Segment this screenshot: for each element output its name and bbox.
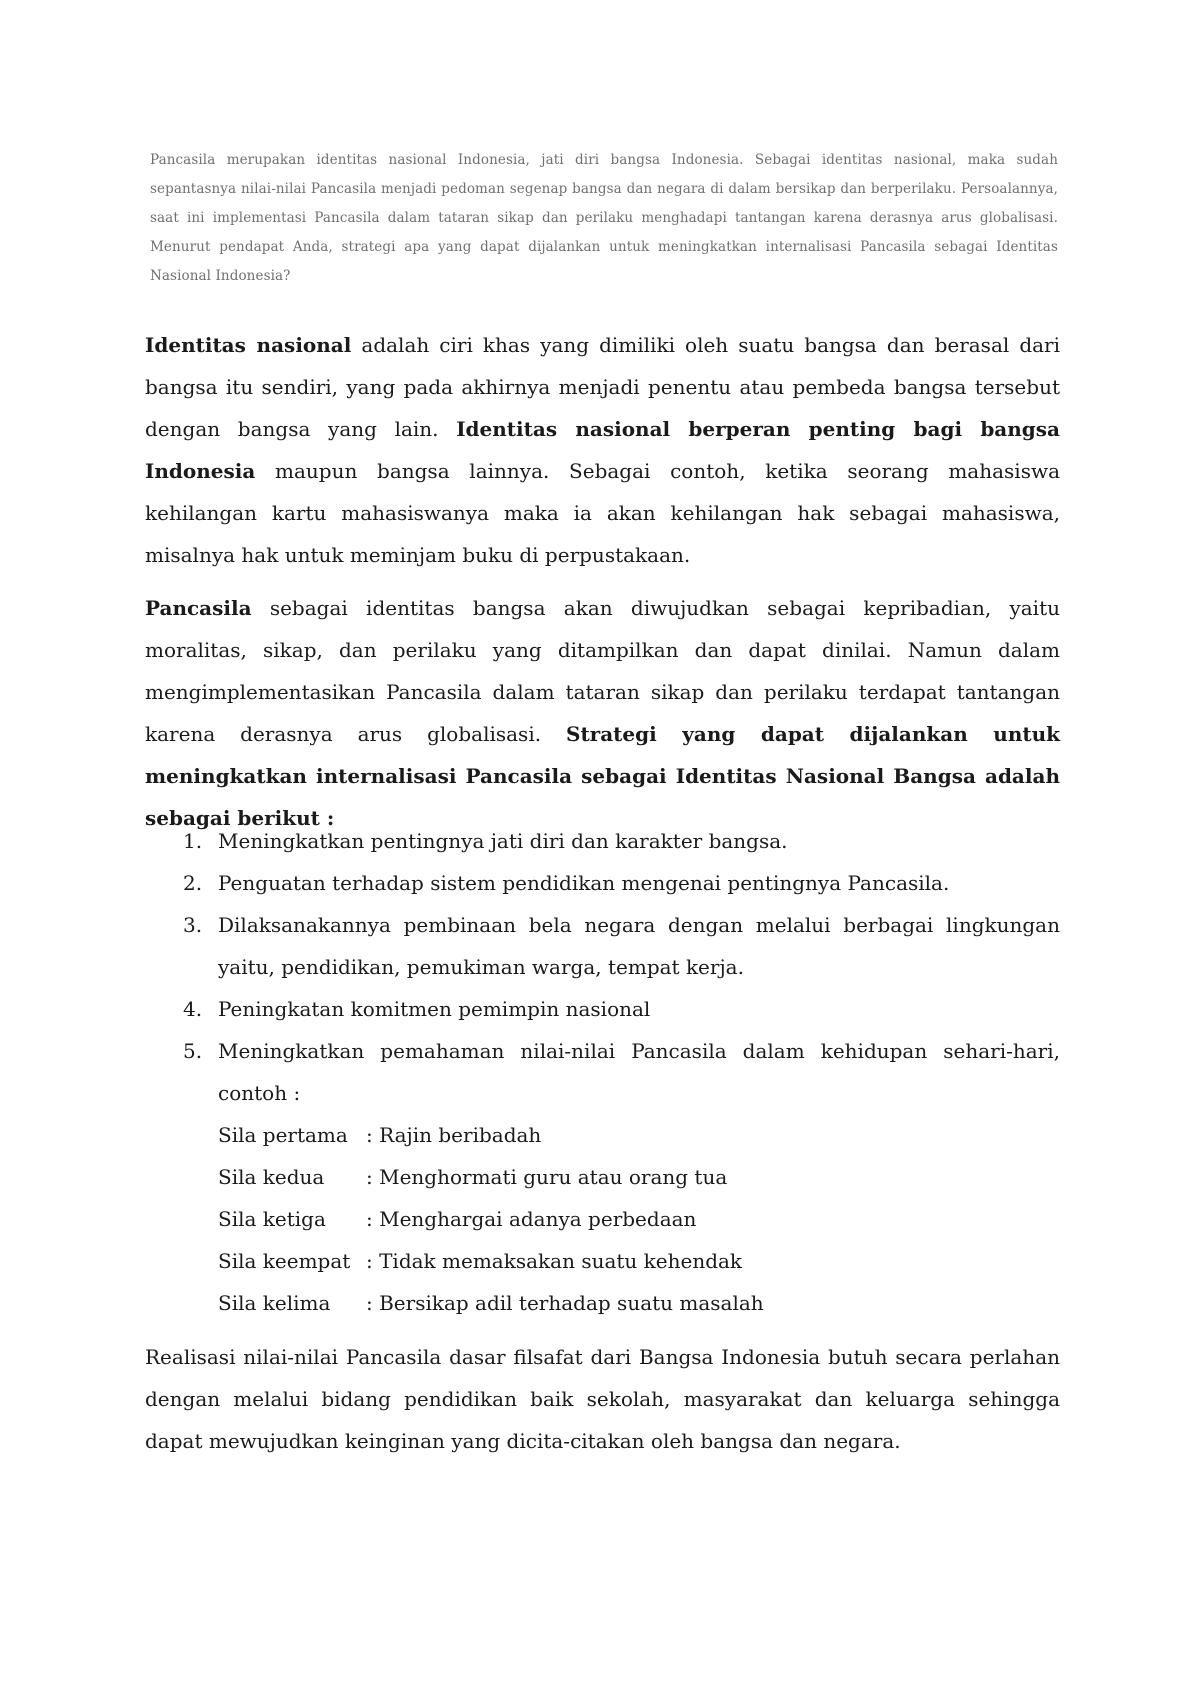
list-number: 4. [183, 997, 203, 1021]
bold-term-pancasila: Pancasila [145, 596, 252, 620]
list-item-text: Meningkatkan pentingnya jati diri dan karakter bangsa. [218, 829, 788, 853]
list-number: 1. [183, 829, 203, 853]
list-item [145, 862, 1060, 904]
sila-name: Sila ketiga [218, 1207, 326, 1231]
sila-row [218, 1114, 1060, 1156]
list-item [145, 1030, 1060, 1324]
list-item [145, 820, 1060, 862]
sila-examples [218, 1114, 1060, 1324]
list-number: 2. [183, 871, 203, 895]
sila-example: : Menghargai adanya perbedaan [366, 1207, 697, 1231]
strategy-list [145, 820, 1060, 1324]
sila-name: Sila keempat [218, 1249, 351, 1273]
list-item [145, 904, 1060, 988]
paragraph-identitas-nasional [145, 324, 1060, 576]
paragraph-pancasila [145, 587, 1060, 839]
question-prompt: Pancasila merupakan identitas nasional Indonesia, jati diri bangsa Indonesia. Sebagai identitas nasional, maka sudah sepantasnya nilai-nilai Pancasila menjadi pedoman segenap bangsa dan negara di dalam bersikap dan berperilaku. Persoalannya, saat ini implementasi Pancasila dalam tataran sikap dan perilaku menghadapi tantangan karena derasnya arus globalisasi. Menurut pendapat Anda, strategi apa yang dapat dijalankan untuk meningkatkan internalisasi Pancasila sebagai Identitas Nasional Indonesia? [150, 152, 1058, 284]
sila-name: Sila kedua [218, 1165, 325, 1189]
sila-example: : Bersikap adil terhadap suatu masalah [366, 1291, 764, 1315]
list-item-text: Meningkatkan pemahaman nilai-nilai Pancasila dalam kehidupan sehari-hari, contoh : [218, 1039, 1060, 1105]
list-number: 5. [183, 1039, 203, 1063]
sila-example: : Rajin beribadah [366, 1123, 542, 1147]
sila-example: : Menghormati guru atau orang tua [366, 1165, 728, 1189]
list-item [145, 988, 1060, 1030]
sila-row [218, 1198, 1060, 1240]
paragraph-text: adalah ciri khas yang dimiliki oleh suatu bangsa dan berasal dari bangsa itu sendiri, yang pada akhirnya menjadi penentu atau pembeda bangsa tersebut dengan bangsa yang lain. [145, 333, 1061, 441]
list-item-text: Dilaksanakannya pembinaan bela negara dengan melalui berbagai lingkungan yaitu, pendidikan, pemukiman warga, tempat kerja. [218, 913, 1060, 979]
sila-name: Sila kelima [218, 1291, 331, 1315]
bold-strategy-intro: Strategi yang dapat dijalankan untuk meningkatkan internalisasi Pancasila sebagai Identitas Nasional Bangsa adalah sebagai berikut : [145, 722, 1060, 830]
sila-row [218, 1240, 1060, 1282]
paragraph-text: sebagai identitas bangsa akan diwujudkan sebagai kepribadian, yaitu moralitas, sikap, dan perilaku yang ditampilkan dan dapat dinilai. Namun dalam mengimplementasikan Pancasila dalam tataran sikap dan perilaku terdapat tantangan karena derasnya arus globalisasi. [145, 596, 1060, 746]
paragraph-realisasi: Realisasi nilai-nilai Pancasila dasar filsafat dari Bangsa Indonesia butuh secara perlahan dengan melalui bidang pendidikan baik sekolah, masyarakat dan keluarga sehingga dapat mewujudkan keinginan yang dicita-citakan oleh bangsa dan negara. [145, 1345, 1060, 1453]
sila-row [218, 1156, 1060, 1198]
sila-row [218, 1282, 1060, 1324]
list-number: 3. [183, 913, 203, 937]
list-item-text: Penguatan terhadap sistem pendidikan mengenai pentingnya Pancasila. [218, 871, 950, 895]
list-item-text: Peningkatan komitmen pemimpin nasional [218, 997, 651, 1021]
bold-statement: Identitas nasional berperan penting bagi bangsa Indonesia [145, 417, 1061, 483]
paragraph-text: maupun bangsa lainnya. Sebagai contoh, ketika seorang mahasiswa kehilangan kartu mahasiswanya maka ia akan kehilangan hak sebagai mahasiswa, misalnya hak untuk meminjam buku di perpustakaan. [145, 459, 1060, 567]
sila-example: : Tidak memaksakan suatu kehendak [366, 1249, 743, 1273]
sila-name: Sila pertama [218, 1123, 348, 1147]
bold-term-identitas-nasional: Identitas nasional [145, 333, 352, 357]
